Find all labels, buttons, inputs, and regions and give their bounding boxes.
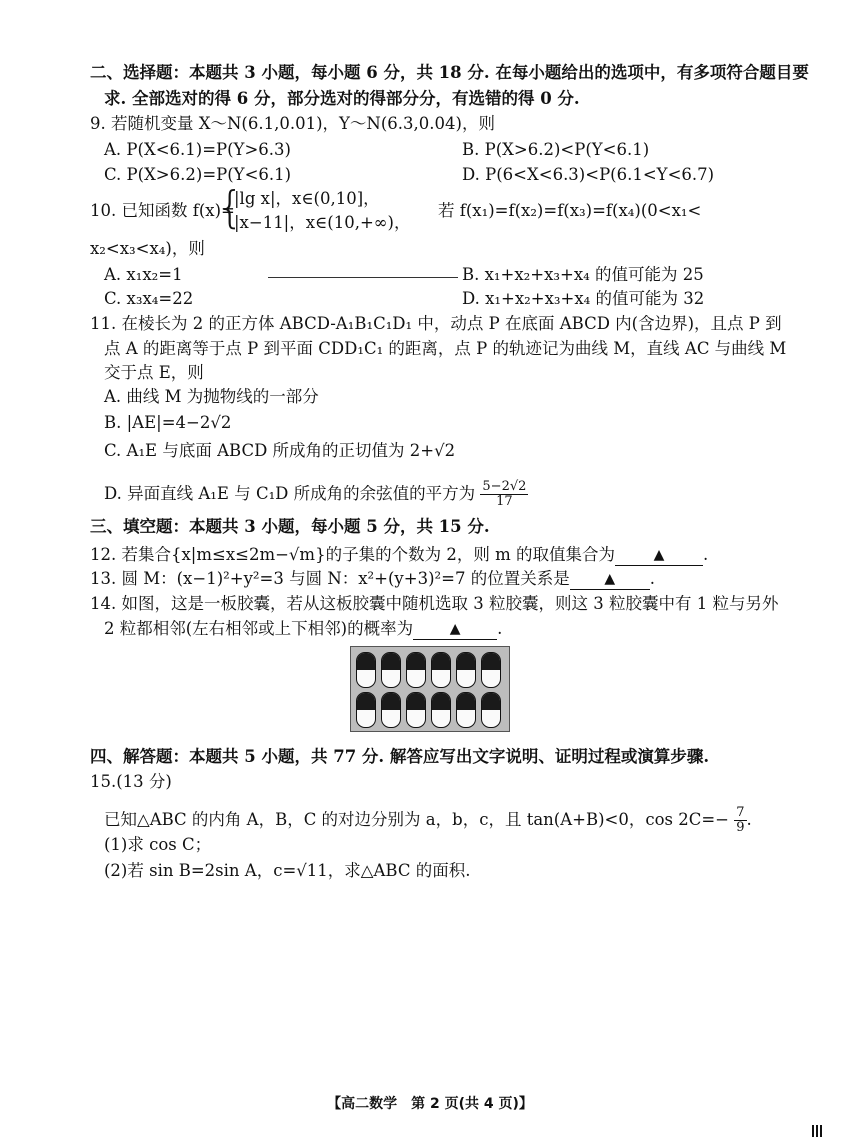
q14-line2: [104, 618, 502, 640]
q11-option-d-fraction: [480, 480, 528, 509]
q15-stem: [104, 806, 752, 835]
q14-stem: 2 粒都相邻(左右相邻或上下相邻)的概率为: [104, 619, 414, 638]
q9-option-b: B. P(X>6.2)<P(Y<6.1): [462, 140, 650, 159]
capsule: [406, 652, 426, 688]
q11-line1: 11. 在棱长为 2 的正方体 ABCD-A₁B₁C₁D₁ 中，动点 P 在底面 ABCD 内(含边界)，且点 P 到: [90, 314, 782, 333]
section-three-heading: 三、填空题：本题共 3 小题，每小题 5 分，共 15 分.: [90, 517, 490, 536]
piecewise-brace: {: [216, 182, 244, 233]
capsule: [431, 692, 451, 728]
section-two-heading-cont: 求. 全部选对的得 6 分，部分选对的得部分分，有选错的得 0 分.: [104, 89, 580, 108]
capsule: [481, 692, 501, 728]
q15-part1: (1)求 cos C；: [104, 835, 212, 854]
fraction-denominator: 9: [736, 820, 745, 835]
fraction-numerator: 7: [736, 805, 745, 820]
capsule: [356, 652, 376, 688]
q10-case1: |lg x|，x∈(0,10]，: [234, 189, 380, 208]
q11-line3: 交于点 E，则: [104, 363, 204, 382]
q11-option-b: B. |AE|=4−2√2: [104, 413, 232, 432]
q11-option-d: [104, 480, 528, 509]
q11-option-a: A. 曲线 M 为抛物线的一部分: [104, 387, 319, 406]
capsule: [406, 692, 426, 728]
q10-option-c: C. x₃x₄=22: [104, 289, 194, 308]
q11-option-c: C. A₁E 与底面 ABCD 所成角的正切值为 2+√2: [104, 441, 456, 460]
capsule: [381, 692, 401, 728]
scan-rule-line: [268, 277, 458, 278]
q13-answer-blank: [570, 568, 650, 590]
q9-option-a: A. P(X<6.1)=P(Y>6.3): [104, 140, 291, 159]
q11-line2: 点 A 的距离等于点 P 到平面 CDD₁C₁ 的距离，点 P 的轨迹记为曲线 M，直线 AC 与曲线 M: [104, 339, 787, 358]
q15-stem-text: 已知△ABC 的内角 A，B，C 的对边分别为 a，b，c，且 tan(A+B)<0，cos 2C=−: [104, 810, 730, 829]
capsule: [381, 652, 401, 688]
q10-condition-cont: x₂<x₃<x₄)，则: [90, 239, 205, 258]
section-two-heading: 二、选择题：本题共 3 小题，每小题 6 分，共 18 分. 在每小题给出的选项中，有多项符合题目要: [90, 63, 809, 82]
triangle-mark: ▲: [449, 621, 461, 637]
qr-code-icon: [812, 1125, 824, 1137]
q9-option-c: C. P(X>6.2)=P(Y<6.1): [104, 165, 292, 184]
q15-stem-end: .: [746, 810, 752, 829]
q13-text: [90, 568, 655, 590]
q10-case2: |x−11|，x∈(10,+∞)，: [234, 213, 411, 232]
fraction-denominator: 17: [496, 494, 513, 509]
q9-option-d: D. P(6<X<6.3)<P(6.1<Y<6.7): [462, 165, 715, 184]
triangle-mark: ▲: [653, 547, 665, 563]
capsule: [481, 652, 501, 688]
q9-stem: 9. 若随机变量 X～N(6.1,0.01)，Y～N(6.3,0.04)，则: [90, 114, 495, 133]
triangle-mark: ▲: [604, 571, 616, 587]
section-four-heading: 四、解答题：本题共 5 小题，共 77 分. 解答应写出文字说明、证明过程或演算步骤.: [90, 747, 710, 766]
q12-text: [90, 544, 708, 566]
q13-end: .: [649, 569, 655, 588]
q15-part2: (2)若 sin B=2sin A，c=√11，求△ABC 的面积.: [104, 861, 471, 880]
q10-condition: 若 f(x₁)=f(x₂)=f(x₃)=f(x₄)(0<x₁<: [438, 201, 702, 220]
capsule: [356, 692, 376, 728]
q15-heading: 15.(13 分): [90, 772, 172, 791]
capsule: [456, 652, 476, 688]
q10-lead: 10. 已知函数 f(x)=: [90, 201, 235, 220]
q10-option-b: B. x₁+x₂+x₃+x₄ 的值可能为 25: [462, 265, 704, 284]
q14-line1: 14. 如图，这是一板胶囊，若从这板胶囊中随机选取 3 粒胶囊，则这 3 粒胶囊中有 1 粒与另外: [90, 594, 779, 613]
page-footer: 【高二数学 第 2 页(共 4 页)】: [327, 1096, 533, 1112]
q15-fraction: [734, 806, 746, 835]
fraction-numerator: 5−2√2: [482, 479, 527, 494]
capsule: [456, 692, 476, 728]
q10-option-a: A. x₁x₂=1: [104, 265, 183, 284]
capsule-board-image: [350, 646, 510, 732]
q13-stem: 13. 圆 M：(x−1)²+y²=3 与圆 N：x²+(y+3)²=7 的位置关系是: [90, 569, 570, 588]
q14-end: .: [497, 619, 503, 638]
q10-option-d: D. x₁+x₂+x₃+x₄ 的值可能为 32: [462, 289, 705, 308]
q12-answer-blank: [615, 544, 703, 566]
q14-answer-blank: [413, 618, 497, 640]
q11-option-d-text: D. 异面直线 A₁E 与 C₁D 所成角的余弦值的平方为: [104, 484, 476, 503]
q12-stem: 12. 若集合{x|m≤x≤2m−√m}的子集的个数为 2，则 m 的取值集合为: [90, 545, 615, 564]
capsule: [431, 652, 451, 688]
q12-end: .: [702, 545, 709, 564]
